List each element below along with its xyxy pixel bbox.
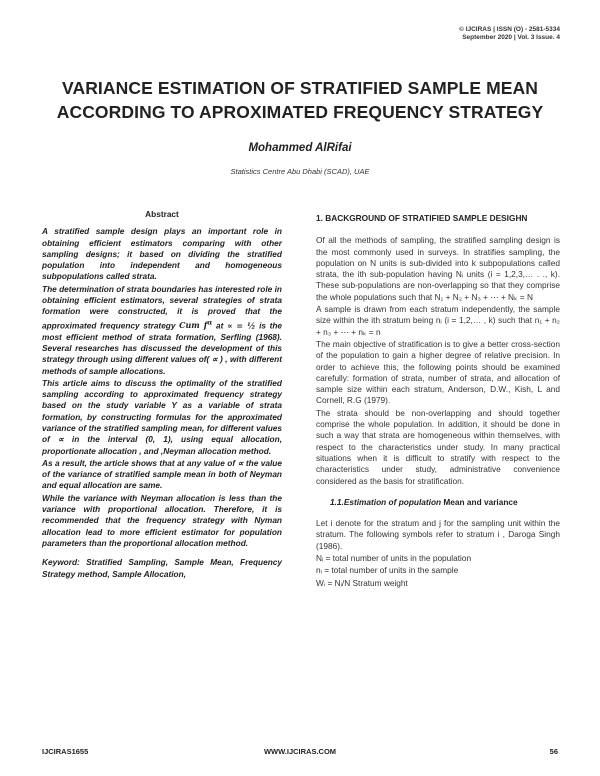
section-heading: 1. BACKGROUND OF STRATIFIED SAMPLE DESIGHN: [316, 213, 528, 223]
definition-line: nᵢ = total number of units in the sample: [316, 565, 459, 576]
body-paragraph: Of all the methods of sampling, the stratified sampling design is the most commonly used in surveys. In stratifies sampling, the population on N units is sub-divided into k subpopulations called strata, the ith sub-population having Nᵢ units (i = 1,2,3,… . ., k). These sub-populations are non-overlapping so that they comprise the whole populations such that N₁ + N₂ + N₃ + ⋯ + Nₖ = N: [316, 235, 560, 302]
body-paragraph: A sample is drawn from each stratum independently, the sample size within the ith stratum being nᵢ (i = 1,2,… , k) such that n₁ + n₂ + n₃ + ⋯ + nₖ = n: [316, 304, 560, 337]
author-affiliation: Statistics Centre Abu Dhabi (SCAD), UAE: [230, 167, 370, 176]
abstract-paragraph: A stratified sample design plays an important role in obtaining efficient estimators comparing with other sampling designs; it based on dividing the stratified population into independent and homogeneous subpopulations called strata.: [42, 226, 282, 282]
formula-cum-f: [179, 320, 212, 330]
subsection-heading: [330, 497, 560, 508]
abstract-paragraph: While the variance with Neyman allocation is less than the variance with proportional allocation. Therefore, it is recommended that the frequency strategy with Nyman allocation lead to more efficient estimator for population parameters than the proportional allocation method.: [42, 492, 282, 548]
abstract-text: is the most efficient method of strata formation, Serfling (1968). Several researches has discussed the development of this strategy through using different values of( ∝ ) , with different methods of sample allocations.: [42, 320, 283, 376]
paper-title-line1: VARIANCE ESTIMATION OF STRATIFIED SAMPLE MEAN: [61, 78, 539, 98]
formula-alpha-half: ∝ = ½: [226, 320, 256, 331]
author-name: Mohammed AlRifai: [248, 142, 352, 154]
subsection-heading-italic: 1.1.Estimation of population: [330, 496, 442, 507]
abstract-column: [42, 209, 282, 581]
footer-paper-id: IJCIRAS1655: [42, 747, 89, 756]
journal-issue: September 2020 | Vol. 3 Issue. 4: [462, 34, 560, 41]
subsection-heading-rest: Mean and variance: [441, 496, 518, 507]
abstract-paragraph-strata: [42, 284, 282, 377]
footer-website: WWW.IJCIRAS.COM: [263, 747, 337, 756]
journal-header: [459, 26, 560, 42]
body-column: [316, 209, 560, 590]
footer-page-number: 56: [549, 747, 558, 756]
formula-cum-f-exponent: α: [207, 318, 213, 327]
definition-line: Nᵢ = total number of units in the population: [316, 553, 472, 564]
abstract-heading: Abstract: [145, 209, 179, 219]
paper-title: [30, 76, 570, 124]
body-paragraph: The main objective of stratification is to give a better cross-section of the population to gain a higher degree of relative precision. In order to achieve this, the following points should be examined carefully: formation of strata, number of strata, and allocation of sample size within each stratum, Anderson, D.W., Kish, L and Cornell, R.G (1979).: [316, 338, 560, 406]
keywords: Keyword: Stratified Sampling, Sample Mean, Frequency Strategy method, Sample Allocation,: [42, 557, 282, 579]
abstract-paragraph: As a result, the article shows that at any value of ∝ the value of the variance of stratified sample mean in both of Neyman and equal allocation are same.: [42, 457, 282, 491]
paper-title-line2: ACCORDING TO APROXIMATED FREQUENCY STRATEGY: [56, 102, 544, 122]
journal-issn: © IJCIRAS | ISSN (O) - 2581-5334: [459, 26, 560, 33]
abstract-text: The determination of strata boundaries has interested role in obtaining efficient estimators, several strategies of strata formation were constructed, it is proved that the approximated frequency strategy: [42, 283, 282, 331]
formula-cum-f-base: Cum f: [179, 320, 208, 331]
definition-line: Wᵢ = Nᵢ/N Stratum weight: [316, 577, 408, 588]
abstract-paragraph: This article aims to discuss the optimality of the stratified sampling according to approximated frequency strategy based on the study variable Y as a variable of strata formation, by constructing formulas for the approximated variance of the stratified sampling mean, for different values of ∝ in the interval (0, 1), using equal allocation, proportionate allocation , and ,Neyman allocation method.: [42, 377, 282, 456]
body-paragraph: The strata should be non-overlapping and should together comprise the whole population. In addition, it should be done in such a way that strata are homogeneous within themselves, with respect to the characteristics under study. In many practical situations when it is difficult to stratify with respect to the characteristics under study, administrative convenience considered as the basis for stratification.: [316, 407, 560, 486]
abstract-text: at: [215, 320, 224, 331]
body-paragraph: Let i denote for the stratum and j for the sampling unit within the stratum. The following symbols refer to stratum i , Daroga Singh (1986).: [316, 518, 560, 551]
